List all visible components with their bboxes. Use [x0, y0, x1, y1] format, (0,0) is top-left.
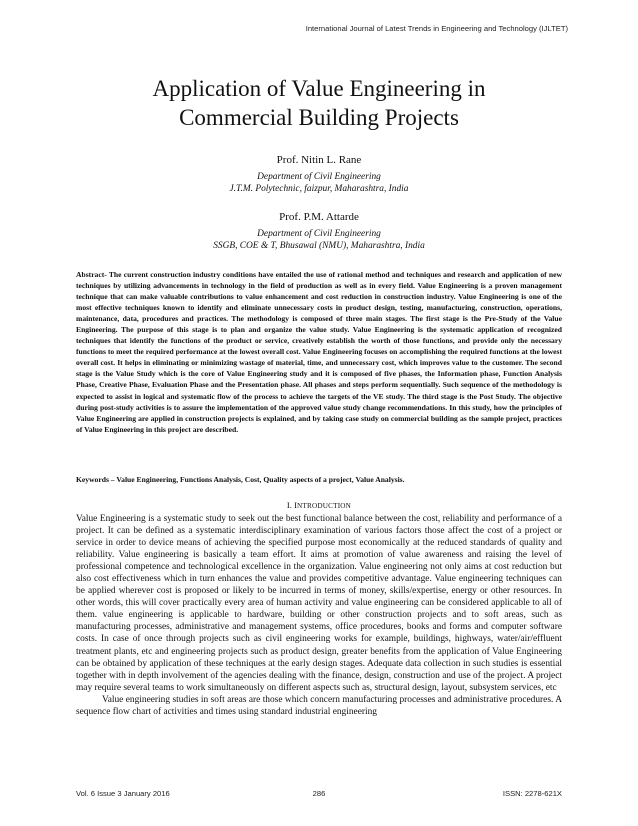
author-name: Prof. Nitin L. Rane [276, 154, 362, 166]
title-line-2: Commercial Building Projects [179, 105, 459, 130]
footer-page-number: 286 [312, 789, 326, 798]
section-heading-introduction [0, 500, 638, 510]
abstract: Abstract- The current construction industry conditions have entailed the use of rational method and techniques and research and application of new techniques by utilizing advancements in technology in the field of production as well as in every field. Value Engineering is a proven management technique that can make valuable contributions to value enhancement and cost reduction in construction industry. Value Engineering is one of the most effective techniques known to identify and eliminate unnecessary costs in product design, testing, manufacturing, construction, operations, maintenance, data, procedures and practices. The methodology is composed of three main stages. The first stage is the Pre-Study of the Value Engineering. The purpose of this stage is to plan and organize the value study. Value Engineering is the systematic application of recognized techniques that identify the functions of the product or service, creatively establish the worth of those functions, and provide only the necessary functions to meet the required performance at the lowest overall cost. Value Engineering focuses on accomplishing the required functions at the lowest overall cost. It helps in eliminating or minimizing wastage of material, time, and unnecessary cost, which improves value to the customer. The second stage is the Value Study which is the core of Value Engineering study and it is composed of five phases, the Information phase, Function Analysis Phase, Creative Phase, Evaluation Phase and the Presentation phase. All phases and steps perform sequentially. Such sequence of the methodology is expected to assist in logical and systematic flow of the process to achieve the targets of the VE study. The third stage is the Post Study. The objective during post-study activities is to assure the implementation of the approved value study change recommendations. In this study, how the principles of Value Engineering are applied in construction projects is explained, and by taking case study on commercial building as the sample project, practices of Value Engineering in this project are described. [76, 270, 562, 434]
paper-title [0, 74, 638, 132]
author-block-1 [0, 153, 638, 195]
body-text [76, 513, 562, 718]
title-line-1: Application of Value Engineering in [152, 76, 486, 101]
journal-header: International Journal of Latest Trends in Engineering and Technology (IJLTET) [305, 24, 568, 33]
author-block-2 [0, 210, 638, 252]
section-first-letter: I [294, 500, 297, 510]
paragraph-1: Value Engineering is a systematic study to seek out the best functional balance between the cost, reliability and performance of a project. It can be defined as a systematic interdisciplinary examination of various factors those affect the cost of a project or service in order to device means of achieving the specified purpose most economically at the reduced standards of quality and reliability. Value engineering is basically a team effort. It aims at promotion of value awareness and raising the level of professional competence and technological excellence in the organization. Value engineering not only aims at cost reduction but also cost effectiveness which in turn enhances the value and provides competitive advantage. Value engineering techniques can be applied wherever cost is proposed or likely to be incurred in terms of money, skills/expertise, energy or other resources. In other words, this will cover practically every area of human activity and value engineering can be considered applicable to all of them. value engineering is applicable to hardware, building or other construction projects and to soft areas, such as manufacturing processes, administrative and management systems, office procedures, books and forms and computer software costs. In case of once through projects such as civil engineering works for example, buildings, highways, water/air/effluent treatment plants, etc and engineering projects such as product design, greater benefits from the application of Value Engineering can be obtained by application of these techniques at the early design stages. Adequate data collection in such studies is essential together with in depth involvement of the agencies dealing with the finance, design, construction and use of the project. A project may require several teams to work simultaneously on different aspects such as, structural design, layout, subsystem services, etc [76, 514, 562, 693]
author-institution: J.T.M. Polytechnic, faizpur, Maharashtra, India [229, 184, 409, 194]
author-department: Department of Civil Engineering [257, 229, 381, 239]
paragraph-2: Value engineering studies in soft areas are those which concern manufacturing processes and administrative procedures. A sequence flow chart of activities and times using standard industrial engineering [76, 694, 562, 717]
footer-issn: ISSN: 2278-621X [502, 789, 562, 798]
author-institution: SSGB, COE & T, Bhusawal (NMU), Maharashtra, India [213, 241, 425, 251]
keywords: Keywords – Value Engineering, Functions Analysis, Cost, Quality aspects of a project, Value Analysis. [76, 475, 405, 484]
section-number: I. [286, 500, 295, 510]
footer-volume: Vol. 6 Issue 3 January 2016 [76, 789, 170, 798]
author-department: Department of Civil Engineering [257, 172, 381, 182]
section-title-rest: NTRODUCTION [296, 502, 352, 510]
author-name: Prof. P.M. Attarde [279, 211, 359, 223]
